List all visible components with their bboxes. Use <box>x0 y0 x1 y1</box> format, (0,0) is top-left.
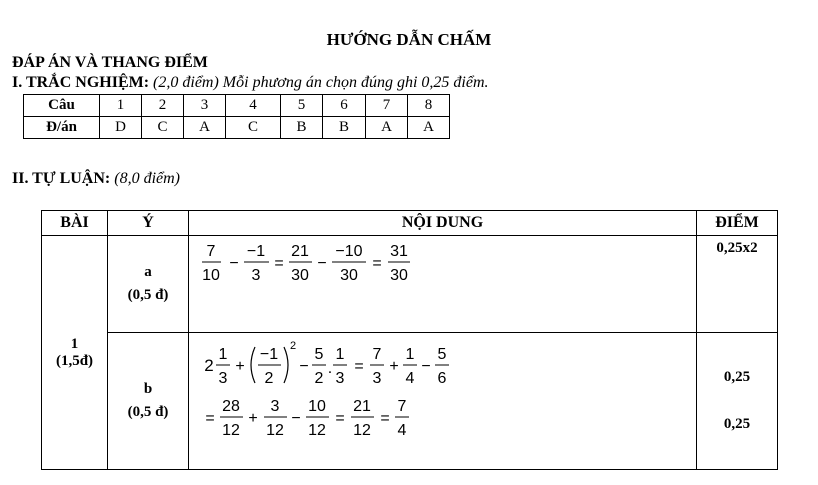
math-term: 1 <box>335 346 345 363</box>
bai-points: (1,5đ) <box>55 352 94 369</box>
math-term: 21 <box>291 243 309 260</box>
math-term: 30 <box>390 267 408 284</box>
math-term: + <box>235 358 245 375</box>
part-b-score-2: 0,25 <box>723 416 751 432</box>
part1-heading <box>12 74 489 92</box>
essay-row-a <box>42 236 778 333</box>
math-term: 1 <box>405 346 415 363</box>
question-number: 8 <box>408 95 450 117</box>
math-term: 4 <box>405 370 415 387</box>
question-number: 3 <box>184 95 226 117</box>
part2-heading <box>12 170 180 188</box>
question-row-header: Câu <box>24 95 100 117</box>
header-content: NỘI DUNG <box>189 211 697 236</box>
answer-cell: B <box>323 117 366 139</box>
question-number: 1 <box>100 95 142 117</box>
open-paren <box>251 347 255 383</box>
math-term: 5 <box>314 346 324 363</box>
answer-cell: A <box>184 117 226 139</box>
math-term: = <box>274 255 284 272</box>
question-number: 5 <box>281 95 323 117</box>
math-term: 10 <box>308 398 326 415</box>
part-a-points: (0,5 đ) <box>127 287 169 303</box>
answer-cell: A <box>366 117 408 139</box>
math-term: − <box>317 255 327 272</box>
math-term: 2 <box>264 370 274 387</box>
essay-header-row <box>42 211 778 236</box>
math-term: + <box>248 410 258 427</box>
math-term: 12 <box>308 422 326 439</box>
math-term: 5 <box>437 346 447 363</box>
math-term: 12 <box>222 422 240 439</box>
math-term: 6 <box>437 370 447 387</box>
header-y: Ý <box>108 211 189 236</box>
math-term: 2 <box>204 356 214 375</box>
answer-row-header: Đ/án <box>24 117 100 139</box>
part-b-score-cell <box>697 333 778 470</box>
question-number: 6 <box>323 95 366 117</box>
part2-note: (8,0 điểm) <box>114 170 180 187</box>
essay-row-b <box>42 333 778 470</box>
math-term: − <box>299 358 309 375</box>
part-b-content <box>189 333 697 470</box>
part2-label: II. TỰ LUẬN: <box>12 170 111 187</box>
math-term: 7 <box>397 398 407 415</box>
part1-note: (2,0 điểm) Mỗi phương án chọn đúng ghi 0,25 điểm. <box>153 74 489 91</box>
math-term: − <box>421 358 431 375</box>
answer-cell: B <box>281 117 323 139</box>
math-term: −1 <box>246 243 266 260</box>
answer-cell: C <box>226 117 281 139</box>
part-b-label: b <box>143 381 153 397</box>
question-row <box>24 95 450 117</box>
part-b-formula <box>189 333 696 464</box>
bai-number: 1 <box>70 335 79 352</box>
math-term: −1 <box>259 346 279 363</box>
math-term: = <box>335 410 345 427</box>
part-a-score-cell <box>697 236 778 333</box>
math-term: 12 <box>353 422 371 439</box>
math-term: 7 <box>372 346 382 363</box>
answer-cell: D <box>100 117 142 139</box>
math-term: 3 <box>251 267 261 284</box>
math-term: 28 <box>222 398 240 415</box>
math-term: 10 <box>202 267 220 284</box>
answer-cell: A <box>408 117 450 139</box>
essay-table <box>41 210 778 470</box>
part-a-score: 0,25x2 <box>716 240 758 256</box>
math-term: 3 <box>270 398 280 415</box>
math-term: 21 <box>353 398 371 415</box>
math-term: . <box>327 360 333 377</box>
math-term: 1 <box>218 346 228 363</box>
question-number: 7 <box>366 95 408 117</box>
close-paren <box>284 347 288 383</box>
math-term: = <box>380 410 390 427</box>
question-number: 2 <box>142 95 184 117</box>
math-term: −10 <box>335 243 363 260</box>
answer-cell: C <box>142 117 184 139</box>
math-term: 30 <box>340 267 358 284</box>
math-term: 3 <box>218 370 228 387</box>
part-b-score-1: 0,25 <box>723 369 751 385</box>
answer-heading: ĐÁP ÁN VÀ THANG ĐIỂM <box>12 54 208 71</box>
math-term: = <box>372 255 382 272</box>
math-term: 2 <box>314 370 324 387</box>
math-term: 31 <box>390 243 408 260</box>
math-term: 30 <box>291 267 309 284</box>
math-term: 3 <box>335 370 345 387</box>
part1-label: I. TRẮC NGHIỆM: <box>12 74 150 91</box>
math-term: 4 <box>397 422 407 439</box>
math-term: − <box>291 410 301 427</box>
multiple-choice-table <box>23 94 450 139</box>
header-bai: BÀI <box>42 211 108 236</box>
math-exponent: 2 <box>289 340 297 352</box>
bai-cell <box>42 236 108 470</box>
part-b-cell <box>108 333 189 470</box>
page-title: HƯỚNG DẪN CHẤM <box>326 30 492 49</box>
math-term: 7 <box>206 243 216 260</box>
math-term: − <box>229 255 239 272</box>
header-score: ĐIỂM <box>697 211 778 236</box>
part-a-formula <box>189 236 696 327</box>
question-number: 4 <box>226 95 281 117</box>
math-term: = <box>354 358 364 375</box>
part-b-points: (0,5 đ) <box>127 404 169 420</box>
answer-row <box>24 117 450 139</box>
math-term: 12 <box>266 422 284 439</box>
math-term: 3 <box>372 370 382 387</box>
math-term: = <box>205 410 215 427</box>
part-a-content <box>189 236 697 333</box>
part-a-label: a <box>144 264 152 280</box>
part-a-cell <box>108 236 189 333</box>
math-term: + <box>389 358 399 375</box>
